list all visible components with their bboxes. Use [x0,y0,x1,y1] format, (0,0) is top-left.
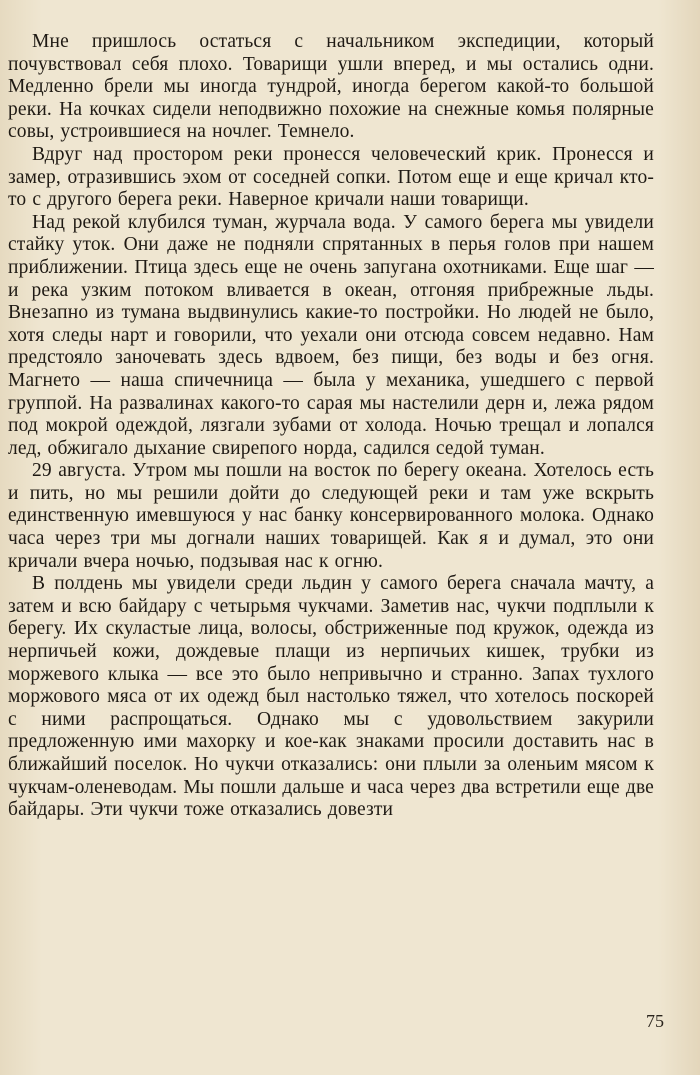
paragraph: В полдень мы увидели среди льдин у самого берега сначала мачту, а затем и всю байдару с четырьмя чукчами. Заметив нас, чукчи подплыли к берегу. Их скуластые лица, волосы, обстриженные под кружок, одежда из нерпичьей кожи, дождевые плащи из нерпичьих кишек, трубки из моржевого клыка — все это было непривычно и странно. Запах тухлого моржового мяса от их одежд был настолько тяжел, что хотелось поскорей с ними распрощаться. Однако мы с удовольствием закурили предложенную ими махорку и кое-как знаками просили доставить нас в ближайший поселок. Но чукчи отказались: они плыли за оленьим мясом к чукчам-оленеводам. Мы пошли дальше и часа через два встретили еще две байдары. Эти чукчи тоже отказались довезти [8,573,654,821]
page-body-text [8,31,654,822]
paragraph: Мне пришлось остаться с начальником экспедиции, который почувствовал себя плохо. Товарищи ушли вперед, и мы остались одни. Медленно брели мы иногда тундрой, иногда берегом какой-то большой реки. На кочках сидели неподвижно похожие на снежные комья полярные совы, устроившиеся на ночлег. Темнело. [8,31,654,143]
paragraph: 29 августа. Утром мы пошли на восток по берегу океана. Хотелось есть и пить, но мы решили дойти до следующей реки и там уже вскрыть единственную имевшуюся у нас банку консервированного молока. Однако часа через три мы догнали наших товарищей. Как я и думал, это они кричали вчера ночью, подзывая нас к огню. [8,460,654,572]
paragraph: Вдруг над простором реки пронесся человеческий крик. Пронесся и замер, отразившись эхом от соседней сопки. Потом еще и еще кричал кто-то с другого берега реки. Наверное кричали наши товарищи. [8,143,654,211]
paragraph: Над рекой клубился туман, журчала вода. У самого берега мы увидели стайку уток. Они даже не подняли спрятанных в перья голов при нашем приближении. Птица здесь еще не очень запугана охотниками. Еще шаг — и река узким потоком вливается в океан, отгоняя прибрежные льды. Внезапно из тумана выдвинулись какие-то постройки. Но людей не было, хотя следы нарт и говорили, что уехали они отсюда совсем недавно. Нам предстояло заночевать здесь вдвоем, без пищи, без воды и без огня. Магнето — наша спичечница — была у механика, ушедшего с первой группой. На развалинах какого-то сарая мы настелили дерн и, лежа рядом под мокрой одеждой, лязгали зубами от холода. Ночью трещал и лопался лед, обжигало дыхание свирепого норда, садился седой туман. [8,211,654,459]
page-number: 75 [646,1011,664,1031]
